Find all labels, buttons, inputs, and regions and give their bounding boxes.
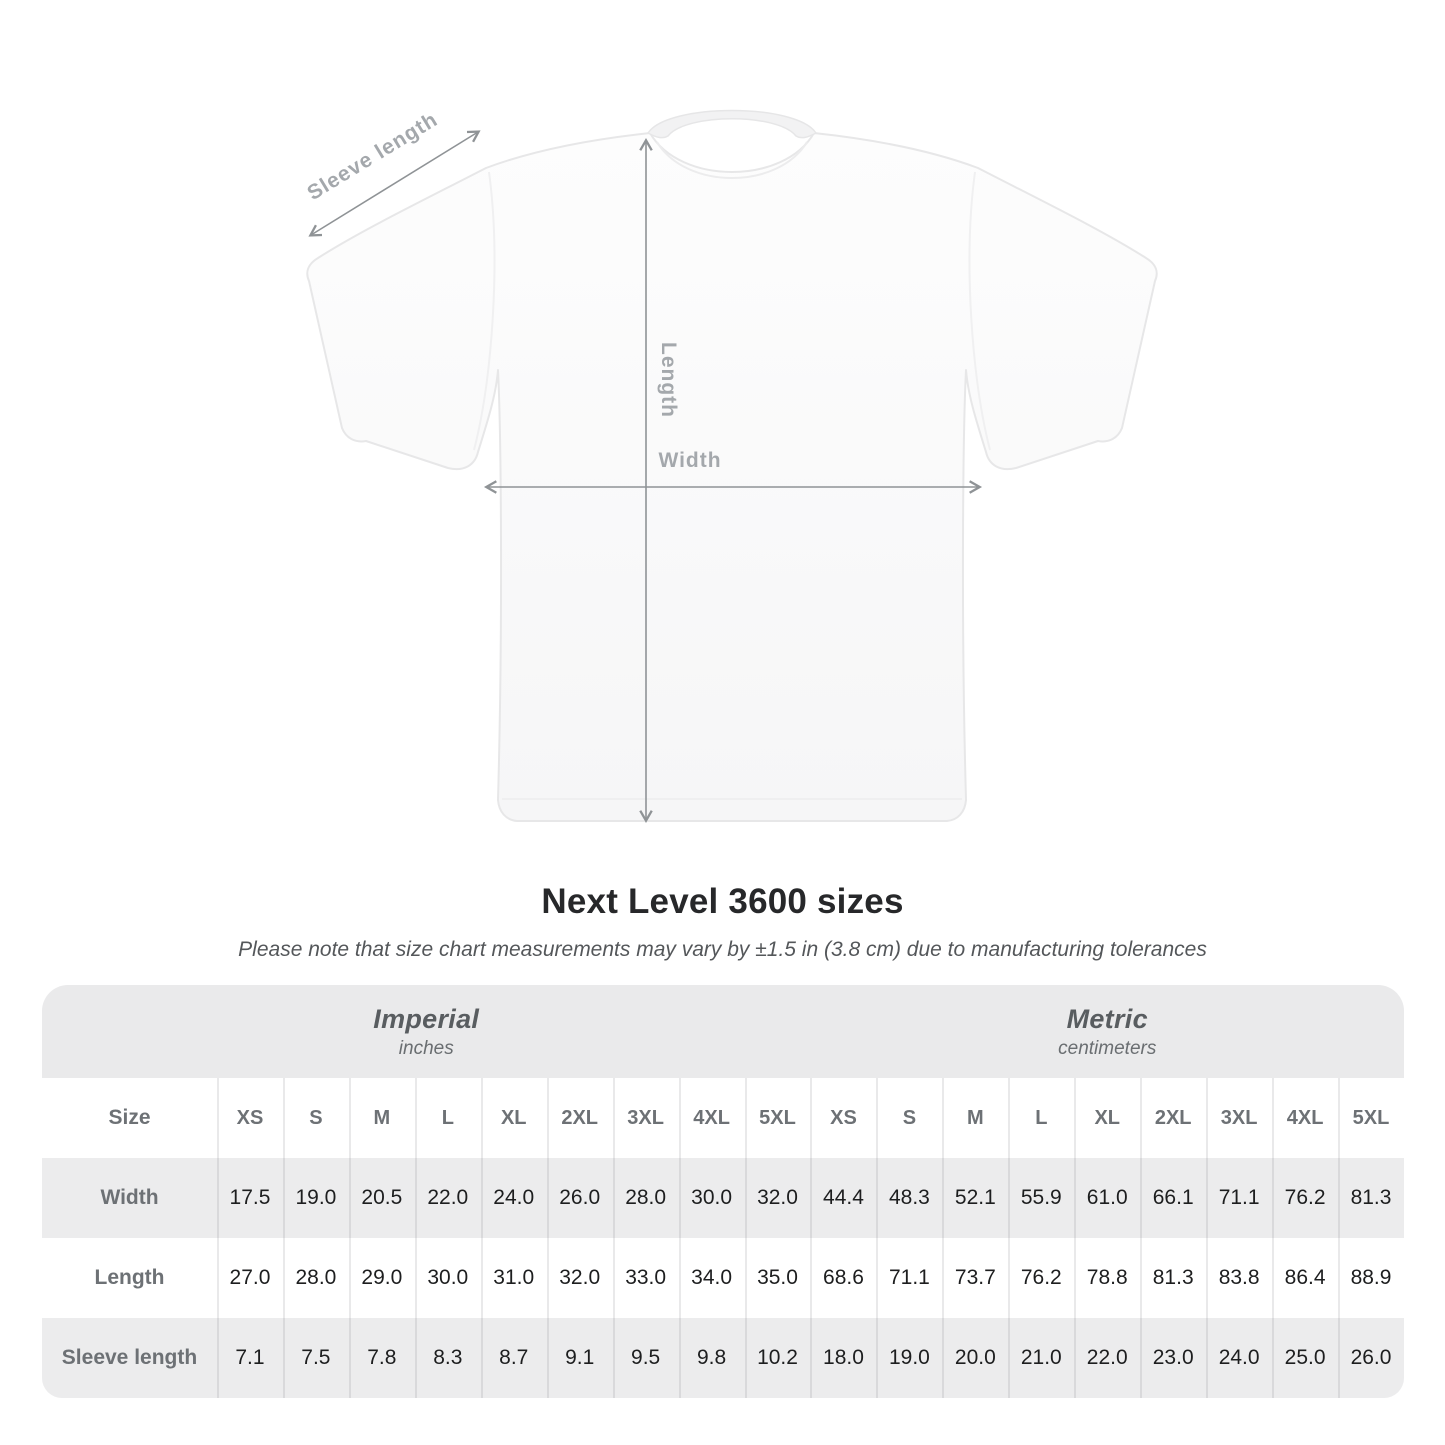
value-cell: 7.5: [283, 1318, 349, 1398]
size-column-header: 3XL: [1206, 1078, 1272, 1158]
value-cell: 8.7: [481, 1318, 547, 1398]
size-column-header: L: [1008, 1078, 1074, 1158]
value-cell: 33.0: [613, 1238, 679, 1318]
unit-header-row: [42, 985, 1404, 1078]
value-cell: 19.0: [283, 1158, 349, 1238]
value-cell: 19.0: [876, 1318, 942, 1398]
value-cell: 81.3: [1338, 1158, 1404, 1238]
metric-label: Metric: [1066, 1003, 1148, 1034]
value-cell: 9.5: [613, 1318, 679, 1398]
row-label: Sleeve length: [61, 1346, 198, 1369]
size-column-header: L: [415, 1078, 481, 1158]
value-cell: 21.0: [1008, 1318, 1074, 1398]
value-cell: 30.0: [415, 1238, 481, 1318]
value-cell: 27.0: [217, 1238, 283, 1318]
measurement-grid: [42, 1078, 1404, 1398]
value-cell: 55.9: [1008, 1158, 1074, 1238]
table-row: [42, 1238, 1404, 1318]
value-cell: 31.0: [481, 1238, 547, 1318]
value-cell: 44.4: [810, 1158, 876, 1238]
value-cell: 17.5: [217, 1158, 283, 1238]
value-cell: 34.0: [679, 1238, 745, 1318]
size-table: [42, 985, 1404, 1398]
value-cell: 7.8: [349, 1318, 415, 1398]
value-cell: 88.9: [1338, 1238, 1404, 1318]
tshirt-body: [307, 133, 1156, 821]
value-cell: 71.1: [1206, 1158, 1272, 1238]
value-cell: 83.8: [1206, 1238, 1272, 1318]
value-cell: 68.6: [810, 1238, 876, 1318]
imperial-unit-label: inches: [398, 1037, 454, 1059]
value-cell: 8.3: [415, 1318, 481, 1398]
size-column-header: M: [349, 1078, 415, 1158]
value-cell: 22.0: [415, 1158, 481, 1238]
size-column-header: S: [283, 1078, 349, 1158]
value-cell: 9.1: [547, 1318, 613, 1398]
value-cell: 52.1: [942, 1158, 1008, 1238]
value-cell: 29.0: [349, 1238, 415, 1318]
value-cell: 20.0: [942, 1318, 1008, 1398]
value-cell: 35.0: [745, 1238, 811, 1318]
value-cell: 48.3: [876, 1158, 942, 1238]
value-cell: 24.0: [481, 1158, 547, 1238]
size-column-header: XL: [1074, 1078, 1140, 1158]
size-column-header: 5XL: [745, 1078, 811, 1158]
size-column-header: 3XL: [613, 1078, 679, 1158]
value-cell: 28.0: [283, 1238, 349, 1318]
size-column-header: 5XL: [1338, 1078, 1404, 1158]
size-corner-label: Size: [108, 1106, 151, 1129]
value-cell: 66.1: [1140, 1158, 1206, 1238]
value-cell: 7.1: [217, 1318, 283, 1398]
page-title: Next Level 3600 sizes: [541, 882, 904, 921]
tolerance-note: Please note that size chart measurements may vary by ±1.5 in (3.8 cm) due to manufacturing tolerances: [238, 938, 1207, 961]
value-cell: 30.0: [679, 1158, 745, 1238]
length-label: Length: [657, 342, 680, 418]
imperial-label: Imperial: [373, 1003, 480, 1034]
table-row: [42, 1158, 1404, 1238]
table-row: [42, 1318, 1404, 1398]
value-cell: 22.0: [1074, 1318, 1140, 1398]
value-cell: 73.7: [942, 1238, 1008, 1318]
value-cell: 32.0: [745, 1158, 811, 1238]
value-cell: 26.0: [547, 1158, 613, 1238]
size-column-header: S: [876, 1078, 942, 1158]
value-cell: 9.8: [679, 1318, 745, 1398]
size-column-header: XS: [810, 1078, 876, 1158]
size-column-header: XL: [481, 1078, 547, 1158]
size-column-header: 2XL: [547, 1078, 613, 1158]
unit-group-metric: [811, 985, 1405, 1078]
row-label: Width: [100, 1186, 159, 1209]
size-column-header: 2XL: [1140, 1078, 1206, 1158]
width-label: Width: [658, 449, 722, 472]
size-column-header: 4XL: [1272, 1078, 1338, 1158]
value-cell: 26.0: [1338, 1318, 1404, 1398]
value-cell: 78.8: [1074, 1238, 1140, 1318]
value-cell: 25.0: [1272, 1318, 1338, 1398]
size-column-header: M: [942, 1078, 1008, 1158]
unit-group-imperial: [42, 985, 811, 1078]
value-cell: 23.0: [1140, 1318, 1206, 1398]
collar: [648, 111, 816, 138]
value-cell: 86.4: [1272, 1238, 1338, 1318]
value-cell: 18.0: [810, 1318, 876, 1398]
value-cell: 32.0: [547, 1238, 613, 1318]
value-cell: 61.0: [1074, 1158, 1140, 1238]
size-header-row: [42, 1078, 1404, 1158]
sleeve-length-label: Sleeve length: [303, 107, 442, 206]
value-cell: 81.3: [1140, 1238, 1206, 1318]
size-column-header: 4XL: [679, 1078, 745, 1158]
row-label: Length: [94, 1266, 165, 1289]
value-cell: 28.0: [613, 1158, 679, 1238]
size-column-header: XS: [217, 1078, 283, 1158]
metric-unit-label: centimeters: [1058, 1037, 1157, 1059]
value-cell: 71.1: [876, 1238, 942, 1318]
value-cell: 20.5: [349, 1158, 415, 1238]
value-cell: 76.2: [1272, 1158, 1338, 1238]
value-cell: 76.2: [1008, 1238, 1074, 1318]
value-cell: 24.0: [1206, 1318, 1272, 1398]
value-cell: 10.2: [745, 1318, 811, 1398]
